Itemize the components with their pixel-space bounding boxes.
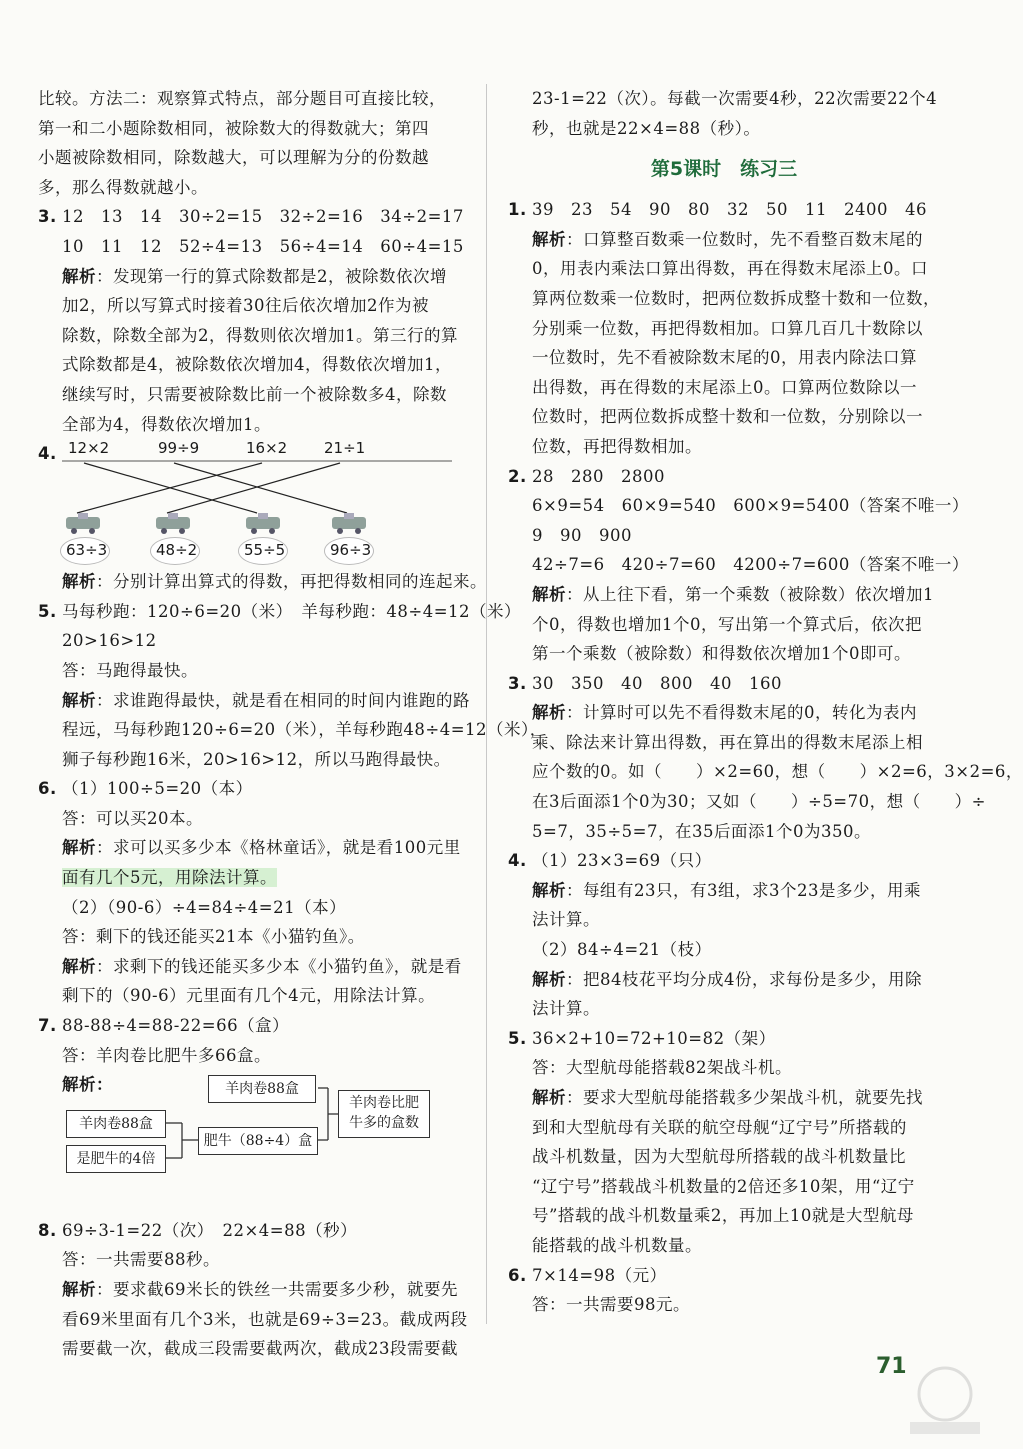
analysis-label: 解析 [532,969,566,989]
page-number: 71 [876,1354,907,1379]
analysis-label: 解析 [62,838,96,858]
analysis-line: 需要截一次，截成三段需要截两次，截成23段需要截 [62,1339,458,1359]
q6-answer-2: 答：剩下的钱还能买21本《小猫钓鱼》。 [62,927,365,947]
analysis-line: 应个数的0。如（ ）×2=60，想（ ）×2=6，3×2=6， [532,762,1023,782]
analysis-line: 能搭载的战斗机数量。 [532,1235,702,1255]
analysis-line: 解析： [62,1075,113,1095]
column-divider [486,84,487,1324]
q3-line: 3. 30 350 40 800 40 160 [508,669,940,699]
top-expression: 99÷9 [158,439,200,458]
q7-line-1: 7. 88-88÷4=88-22=66（盒） [38,1011,470,1041]
q8-line-1: 8. 69÷3-1=22（次） 22×4=88（秒） [38,1216,470,1246]
analysis-line: 0，用表内乘法口算出得数，再在得数末尾添上0。口 [532,259,928,279]
analysis-line: 解析：计算时可以先不看得数末尾的0，转化为表内 [532,703,917,723]
flow-box: 羊肉卷88盒 [66,1110,166,1138]
analysis-line: 式除数都是4，被除数依次增加4，得数依次增加1， [62,355,452,375]
analysis-line: 位数时，把两位数拆成整十数和一位数，分别除以一 [532,407,923,427]
robot-icon [62,513,104,535]
analysis-label: 解析 [532,880,566,900]
analysis-line: 一位数时，先不看被除数末尾的0，用表内除法口算 [532,348,917,368]
flow-box: 羊肉卷88盒 [208,1075,316,1103]
q6-line-2: （2）（90-6）÷4=84÷4=21（本） [62,897,347,917]
analysis-line: 解析：分别计算出算式的得数，再把得数相同的连起来。 [62,572,487,592]
text-line: 小题被除数相同，除数越大，可以理解为分的份数越 [38,148,429,168]
q3-line-2: 10 11 12 52÷4=13 56÷4=14 60÷4=15 [62,236,464,256]
q3-line-1: 3. 12 13 14 30÷2=15 32÷2=16 34÷2=17 [38,202,470,232]
analysis-line: 法计算。 [532,910,600,930]
q5-line: 5. 36×2+10=72+10=82（架） [508,1024,940,1054]
top-expression: 12×2 [68,439,110,458]
analysis-line: 除数，除数全部为2，得数则依次增加1。第三行的算 [62,325,458,345]
highlighted-text: 面有几个5元，用除法计算。 [62,868,277,888]
matching-diagram [62,439,470,567]
robot-icon [152,513,194,535]
question-number: 5. [508,1028,527,1048]
analysis-line: 剩下的（90-6）元里面有几个4元，用除法计算。 [62,986,436,1006]
robot-icon [328,513,370,535]
bottom-expression: 96÷3 [330,541,372,560]
analysis-line: 解析：要求大型航母能搭载多少架战斗机，就要先找 [532,1088,923,1107]
analysis-label: 解析 [532,584,566,604]
watermark-logo-icon [900,1360,990,1440]
bottom-expression: 63÷3 [66,541,108,560]
question-number: 1. [508,200,527,220]
flow-box: 肥牛（88÷4）盒 [198,1127,318,1155]
analysis-label: 解析 [532,1088,566,1107]
analysis-line: 解析：每组有23只，有3组，求3个23是多少，用乘 [532,880,921,900]
analysis-line: 解析：从上往下看，第一个乘数（被除数）依次增加1 [532,584,934,604]
analysis-line: 看69米里面有几个3米，也就是69÷3=23。截成两段 [62,1309,468,1329]
q6-answer-1: 答：可以买20本。 [62,808,203,828]
text-line: 23-1=22（次）。每截一次需要4秒，22次需要22个4 [532,89,938,108]
analysis-line: 5=7，35÷5=7，在35后面添1个0为350。 [532,821,871,841]
analysis-line: 在3后面添1个0为30；又如（ ）÷5=70，想（ ）÷ [532,792,986,812]
question-number: 8. [38,1220,57,1240]
q6-line-1: 6. （1）100÷5=20（本） [38,774,470,804]
q1-line: 1. 39 23 54 90 80 32 50 11 2400 46 [508,195,940,225]
analysis-line: 到和大型航母有关联的航空母舰“辽宁号”所搭载的 [532,1117,907,1137]
analysis-line [38,863,470,893]
flow-box: 是肥牛的4倍 [66,1145,166,1173]
analysis-line: 继续写时，只需要被除数比前一个被除数多4，除数 [62,384,447,404]
q5-line-1: 5. 马每秒跑：120÷6=20（米） 羊每秒跑：48÷4=12（米） [38,597,470,627]
question-number: 3. [38,207,57,227]
analysis-label: 解析 [532,703,566,723]
bottom-expression: 48÷2 [156,541,198,560]
analysis-label: 解析 [62,572,96,592]
analysis-line: 分别乘一位数，再把得数相加。口算几百几十数除以 [532,318,923,338]
question-number: 4. [38,444,57,464]
question-number: 7. [38,1016,57,1036]
analysis-label: 解析 [62,690,96,710]
question-number: 3. [508,673,527,693]
flow-result-box: 羊肉卷比肥 牛多的盒数 [338,1090,430,1138]
analysis-label: 解析 [62,1075,96,1095]
analysis-line: 位数，再把得数相加。 [532,436,702,456]
q5-answer: 答：马跑得最快。 [62,660,198,680]
analysis-line: 第一个乘数（被除数）和得数依次增加1个0即可。 [532,644,911,664]
robot-icon [242,513,284,535]
analysis-line: 战斗机数量，因为大型航母所搭载的战斗机数量比 [532,1147,906,1167]
question-number: 6. [38,779,57,799]
text-line: 第一和二小题除数相同，被除数大的得数就大；第四 [38,118,429,138]
q2-line-2: 6×9=54 60×9=540 600×9=5400（答案不唯一） [532,496,969,516]
q6-answer: 答：一共需要98元。 [532,1295,690,1315]
analysis-line: 狮子每秒跑16米，20>16>12，所以马跑得最快。 [62,749,451,769]
analysis-label: 解析 [532,229,566,249]
q5-line-2: 20>16>12 [62,631,157,651]
text-line: 多，那么得数就越小。 [38,177,208,197]
q5-answer: 答：大型航母能搭载82架战斗机。 [532,1058,792,1078]
analysis-line: 乘、除法来计算出得数，再在算出的得数末尾添上相 [532,732,923,752]
analysis-line: 解析：求谁跑得最快，就是看在相同的时间内谁跑的路 [62,690,470,710]
q7-answer: 答：羊肉卷比肥牛多66盒。 [62,1045,271,1065]
analysis-line: 个0，得数也增加1个0，写出第一个算式后，依次把 [532,614,922,634]
analysis-line: 号”搭载的战斗机数量乘2，再加上10就是大型航母 [532,1206,914,1226]
analysis-line: 算两位数乘一位数时，把两位数拆成整十数和一位数， [532,288,940,308]
question-number: 6. [508,1265,527,1285]
bottom-expression: 55÷5 [244,541,286,560]
analysis-line: 解析：口算整百数乘一位数时，先不看整百数末尾的 [532,229,923,249]
q4-line-1: 4. （1）23×3=69（只） [508,846,940,876]
analysis-line: 加2，所以写算式时接着30往后依次增加2作为被 [62,296,429,316]
analysis-line: 程远，马每秒跑120÷6=20（米），羊每秒跑48÷4=12（米）， [62,720,547,740]
q2-line-1: 2. 28 280 2800 [508,462,940,492]
text-line: 秒，也就是22×4=88（秒）。 [532,118,761,138]
q4-line-2: （2）84÷4=21（枝） [532,940,712,960]
analysis-label: 解析 [62,956,96,976]
analysis-line: 解析：把84枝花平均分成4份，求每份是多少，用除 [532,969,922,989]
right-column [508,84,1023,1320]
top-expression: 21÷1 [324,439,366,458]
analysis-line: 解析：要求截69米长的铁丝一共需要多少秒，就要先 [62,1280,458,1299]
lesson-title: 第5课时 练习三 [650,158,798,181]
top-expression: 16×2 [246,439,288,458]
text-line: 比较。方法二：观察算式特点，部分题目可直接比较， [38,89,446,108]
analysis-line: 解析：发现第一行的算式除数都是2，被除数依次增 [62,266,447,286]
analysis-line: 解析：求可以买多少本《格林童话》，就是看100元里 [62,838,461,858]
left-column [38,84,547,1364]
analysis-line: 全部为4，得数依次增加1。 [62,414,271,434]
q2-line-3: 9 90 900 [532,525,632,545]
question-number: 4. [508,851,527,871]
analysis-line: 法计算。 [532,999,600,1019]
q2-line-4: 42÷7=6 420÷7=60 4200÷7=600（答案不唯一） [532,555,969,575]
question-number: 5. [38,601,57,621]
question-number: 2. [508,466,527,486]
q6-line: 6. 7×14=98（元） [508,1261,940,1291]
analysis-line: 解析：求剩下的钱还能买多少本《小猫钓鱼》，就是看 [62,956,462,976]
q8-answer: 答：一共需要88秒。 [62,1250,220,1270]
analysis-line: 出得数，再在得数的末尾添上0。口算两位数除以一 [532,377,917,397]
analysis-label: 解析 [62,266,96,286]
analysis-label: 解析 [62,1280,96,1299]
analysis-line: “辽宁号”搭载战斗机数量的2倍还多10架，用“辽宁 [532,1176,915,1196]
